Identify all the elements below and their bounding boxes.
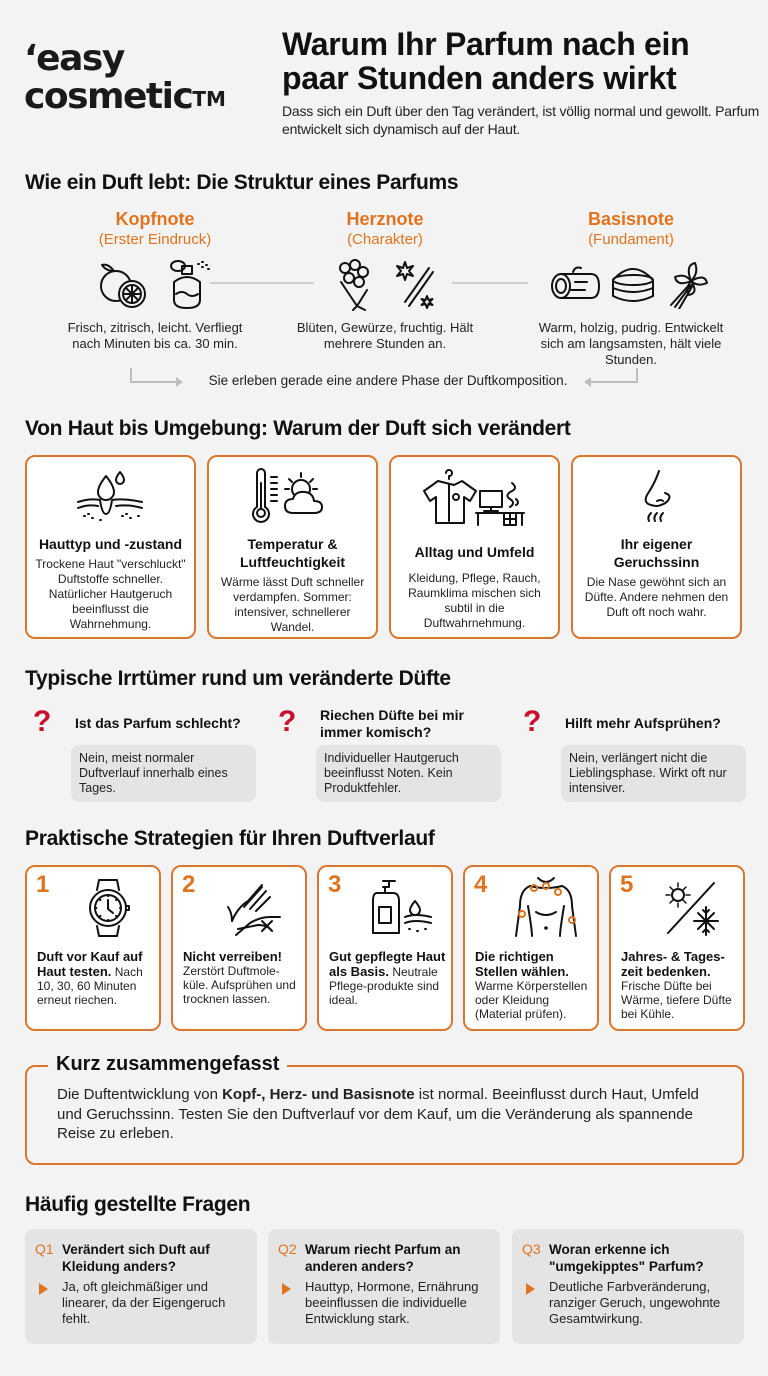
strategy-number: 3 xyxy=(328,871,342,898)
strategy-text: Frische Düfte bei Wärme, tiefere Düfte bei Kühle. xyxy=(621,979,732,1021)
factor-description: Die Nase gewöhnt sich an Düfte. Andere nehmen den Duft oft noch wahr. xyxy=(584,575,729,619)
strategy-text: Nach 10, 30, 60 Minuten erneut riechen. xyxy=(37,965,143,1007)
faq-answer: Ja, oft gleichmäßiger und linearer, da der Eigengeruch fehlt. xyxy=(62,1279,226,1326)
flower-bouquet-icon xyxy=(331,256,381,317)
factor-description: Wärme lässt Duft schneller verdampfen. Sommer: intensiver, schnellerer Wandel. xyxy=(220,575,365,634)
factor-card-sense-of-smell xyxy=(571,455,742,639)
faq-answer: Hauttyp, Hormone, Ernährung beeinflussen die individuelle Entwicklung stark. xyxy=(305,1279,479,1326)
question-mark-icon: ? xyxy=(523,705,542,738)
strategy-card xyxy=(171,865,307,1031)
question-mark-icon: ? xyxy=(278,705,297,738)
shirt-desk-icon xyxy=(397,467,552,529)
factor-description: Trockene Haut "verschluckt" Duftstoffe schneller. Natürlicher Hautgeruch beeinflusst die Wahrnehmung. xyxy=(35,557,186,631)
strategy-text: Zerstört Duftmole-küle. Aufsprühen und trocknen lassen. xyxy=(183,964,296,1006)
faq-answer: Deutliche Farbveränderung, ranziger Geruch, ungewohnte Gesamtwirkung. xyxy=(549,1279,721,1326)
myth-answer: Individueller Hautgeruch beeinflusst Noten. Kein Produktfehler. xyxy=(316,745,501,802)
faq-question: Verändert sich Duft auf Kleidung anders? xyxy=(62,1242,210,1274)
note-subtitle: (Charakter) xyxy=(347,231,423,248)
faq-id: Q1 xyxy=(35,1241,54,1257)
note-subtitle: (Fundament) xyxy=(588,231,674,248)
summary-text-part: Die Duftentwicklung von xyxy=(57,1086,223,1103)
myth-answer: Nein, verlängert nicht die Lieblingsphase. Wirkt oft nur intensiver. xyxy=(561,745,746,802)
strategy-card xyxy=(317,865,453,1031)
watch-icon xyxy=(63,875,153,941)
play-arrow-icon xyxy=(282,1283,291,1295)
section-title-faq: Häufig gestellte Fragen xyxy=(25,1193,251,1216)
faq-id: Q3 xyxy=(522,1241,541,1257)
note-subtitle: (Erster Eindruck) xyxy=(98,231,212,248)
factor-title: Alltag und Umfeld xyxy=(414,544,535,560)
phase-note: Sie erleben gerade eine andere Phase der Duftkomposition. xyxy=(208,373,568,388)
logo-line-1: ‘easy xyxy=(24,38,124,79)
myth-question: Ist das Parfum schlecht? xyxy=(75,715,241,731)
trademark: TM xyxy=(192,87,226,111)
strategy-title: Gut gepflegte Haut als Basis. xyxy=(329,949,446,979)
strategy-card xyxy=(25,865,161,1031)
powder-jar-icon xyxy=(607,262,659,311)
myth-item xyxy=(515,705,750,805)
summary-text-bold: Kopf-, Herz- und Basisnote xyxy=(222,1086,415,1103)
citrus-icon xyxy=(96,256,152,317)
arrow-left xyxy=(590,381,638,383)
strategy-card xyxy=(609,865,745,1031)
faq-id: Q2 xyxy=(278,1241,297,1257)
factor-card-environment xyxy=(389,455,560,639)
arrow-left-head xyxy=(584,377,591,387)
strategy-text: Neutrale Pflege-produkte sind ideal. xyxy=(329,965,440,1007)
note-description: Frisch, zitrisch, leicht. Verfliegt nach Minuten bis ca. 30 min. xyxy=(67,320,243,351)
myth-item xyxy=(270,705,505,805)
factor-title: Temperatur & Luftfeuchtigkeit xyxy=(240,536,345,570)
strategy-number: 4 xyxy=(474,871,488,898)
factor-card-temperature xyxy=(207,455,378,639)
faq-item xyxy=(268,1229,500,1344)
section-title-factors: Von Haut bis Umgebung: Warum der Duft sich verändert xyxy=(25,417,571,440)
section-title-myths: Typische Irrtümer rund um veränderte Düfte xyxy=(25,667,451,690)
spice-icon xyxy=(393,256,439,317)
lotion-bottle-icon xyxy=(355,875,445,941)
strategy-number: 5 xyxy=(620,871,634,898)
myth-item xyxy=(25,705,260,805)
connector-line xyxy=(452,282,528,284)
play-arrow-icon xyxy=(39,1283,48,1295)
myth-question: Hilft mehr Aufsprühen? xyxy=(565,715,721,731)
strategy-title: Die richtigen Stellen wählen. xyxy=(475,949,569,979)
skin-drop-icon xyxy=(33,467,188,529)
strategy-text: Warme Körperstellen oder Kleidung (Material prüfen). xyxy=(475,979,588,1021)
faq-question: Woran erkenne ich "umgekipptes" Parfum? xyxy=(549,1242,704,1274)
note-description: Warm, holzig, pudrig. Entwickelt sich am langsamsten, hält viele Stunden. xyxy=(538,320,724,367)
note-title: Kopfnote xyxy=(115,209,195,229)
factor-title: Ihr eigener Geruchssinn xyxy=(613,536,700,570)
vanilla-icon xyxy=(665,259,713,314)
strategy-title: Nicht verreiben! xyxy=(183,949,282,964)
section-title-strategies: Praktische Strategien für Ihren Duftverlauf xyxy=(25,827,435,850)
faq-item xyxy=(25,1229,257,1344)
perfume-bottle-icon xyxy=(164,256,214,317)
note-kopfnote xyxy=(60,208,250,352)
strategy-number: 2 xyxy=(182,871,196,898)
logo-line-2: cosmetic xyxy=(24,76,193,117)
factor-description: Kleidung, Pflege, Rauch, Raumklima mischen sich subtil in die Duftwahrnehmung. xyxy=(408,571,541,630)
faq-item xyxy=(512,1229,744,1344)
brand-logo xyxy=(24,40,254,116)
note-title: Basisnote xyxy=(587,209,675,229)
play-arrow-icon xyxy=(526,1283,535,1295)
body-pulse-points-icon xyxy=(501,875,591,941)
note-basisnote xyxy=(528,208,734,368)
question-mark-icon: ? xyxy=(33,705,52,738)
bracket-left xyxy=(130,368,132,382)
myth-answer: Nein, meist normaler Duftverlauf innerhalb eines Tages. xyxy=(71,745,256,802)
no-rubbing-hands-icon xyxy=(209,875,299,941)
strategy-card xyxy=(463,865,599,1031)
summary-text-part: ist normal. Beeinflusst durch Haut, Umfeld und Geruchssinn. Testen Sie den Duftverlauf vor dem Kauf, um die Veränderung als spannende Reise zu erleben. xyxy=(57,1086,699,1142)
arrow-right xyxy=(130,381,180,383)
faq-question: Warum riecht Parfum an anderen anders? xyxy=(305,1242,461,1274)
summary-title: Kurz zusammengefasst xyxy=(48,1051,287,1077)
myth-question: Riechen Düfte bei mir immer komisch? xyxy=(320,707,464,740)
strategy-title: Duft vor Kauf auf Haut testen. xyxy=(37,949,143,979)
section-title-structure: Wie ein Duft lebt: Die Struktur eines Parfums xyxy=(25,171,459,194)
note-herznote xyxy=(290,208,480,352)
thermometer-weather-icon xyxy=(215,467,370,529)
bracket-right xyxy=(636,368,638,383)
factor-card-skin xyxy=(25,455,196,639)
strategy-title: Jahres- & Tages-zeit bedenken. xyxy=(621,949,725,979)
wood-log-icon xyxy=(549,264,601,309)
note-description: Blüten, Gewürze, fruchtig. Hält mehrere Stunden an. xyxy=(296,320,474,351)
page-subtitle: Dass sich ein Duft über den Tag verändert, ist völlig normal und gewollt. Parfum entwickelt sich dynamisch auf der Haut. xyxy=(282,103,760,137)
strategy-number: 1 xyxy=(36,871,50,898)
note-title: Herznote xyxy=(346,209,424,229)
nose-icon xyxy=(579,467,734,529)
summary-text xyxy=(57,1085,717,1144)
factor-title: Hauttyp und -zustand xyxy=(38,536,183,552)
sun-snowflake-icon xyxy=(647,875,737,941)
page-title: Warum Ihr Parfum nach ein paar Stunden anders wirkt xyxy=(282,26,690,96)
arrow-right-head xyxy=(176,377,183,387)
